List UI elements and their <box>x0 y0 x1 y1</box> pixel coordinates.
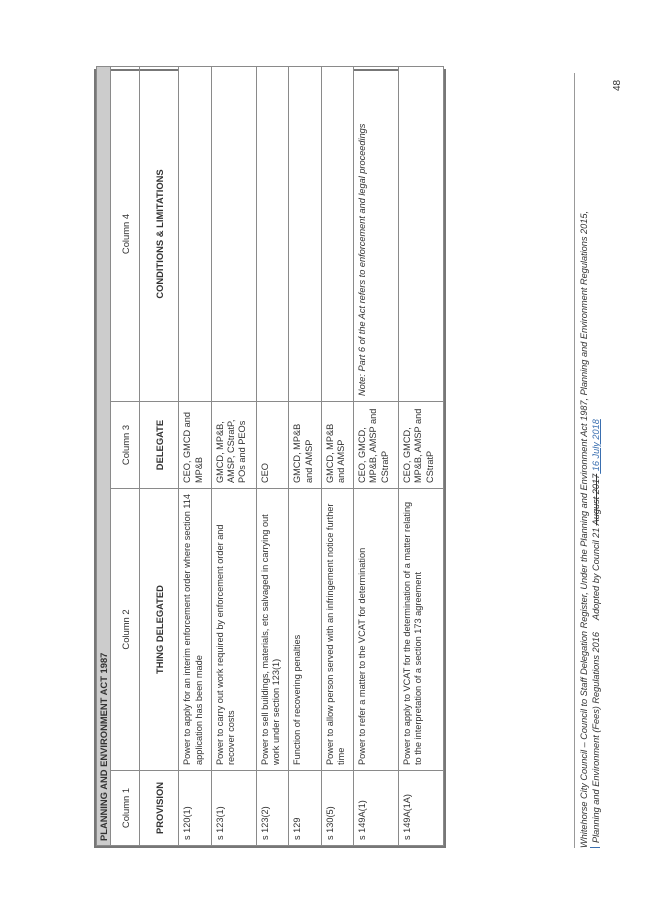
page-number: 48 <box>612 79 623 91</box>
delegate-cell: GMCD, MP&B, AMSP, CStratP, POs and PEOs <box>211 402 256 489</box>
provision-cell: s 149A(1A) <box>399 771 444 846</box>
column-1-number: Column 1 <box>111 771 140 846</box>
conditions-cell <box>211 66 256 401</box>
conditions-cell <box>289 66 321 401</box>
thing-delegated-cell: Power to refer a matter to the VCAT for determination <box>354 489 399 771</box>
conditions-note-cell: Note: Part 6 of the Act refers to enforcement and legal proceedings <box>354 66 399 401</box>
thing-delegated-cell: Power to allow person served with an infringement notice further time <box>321 489 353 771</box>
delegate-cell: GMCD, MP&B and AMSP <box>289 402 321 489</box>
table-row <box>354 66 399 845</box>
table-row <box>211 66 256 845</box>
table-row <box>256 66 288 845</box>
column-4-number: Column 4 <box>111 66 140 401</box>
provision-cell: s 120(1) <box>179 771 211 846</box>
thing-delegated-cell: Power to sell buildings, materials, etc salvaged in carrying out work under section 123(1) <box>256 489 288 771</box>
table-row <box>399 66 444 845</box>
act-title: PLANNING AND ENVIRONMENT ACT 1987 <box>97 66 111 845</box>
provision-cell: s 149A(1) <box>354 771 399 846</box>
footer-regulations: Planning and Environment (Fees) Regulations 2016 <box>591 632 602 843</box>
delegate-cell: CEO, GMCD, MP&B, AMSP and CStratP <box>354 402 399 489</box>
delegate-cell: CEO, GMCD, MP&B, AMSP and CStratP <box>399 402 444 489</box>
footer-divider <box>574 73 575 848</box>
conditions-cell <box>399 66 444 401</box>
column-2-number: Column 2 <box>111 489 140 771</box>
table-row <box>289 66 321 845</box>
conditions-cell <box>179 66 211 401</box>
provision-cell: s 123(1) <box>211 771 256 846</box>
provision-cell: s 130(5) <box>321 771 353 846</box>
conditions-heading: CONDITIONS & LIMITATIONS <box>140 66 179 401</box>
conditions-cell <box>256 66 288 401</box>
table-row <box>321 66 353 845</box>
footer-line-2 <box>590 68 602 848</box>
footer <box>579 68 602 848</box>
provision-cell: s 123(2) <box>256 771 288 846</box>
table-row <box>179 66 211 845</box>
delegate-cell: CEO <box>256 402 288 489</box>
thing-delegated-cell: Power to carry out work required by enforcement order and recover costs <box>211 489 256 771</box>
thing-delegated-heading: THING DELEGATED <box>140 489 179 771</box>
column-3-number: Column 3 <box>111 402 140 489</box>
adopted-deleted-date: August 2017 <box>591 473 602 526</box>
provision-cell: s 129 <box>289 771 321 846</box>
thing-delegated-cell: Function of recovering penalties <box>289 489 321 771</box>
delegation-table-frame <box>94 69 446 848</box>
change-bar-icon <box>590 847 600 848</box>
delegation-table <box>96 66 444 846</box>
delegate-cell: CEO, GMCD and MP&B <box>179 402 211 489</box>
adopted-prefix: Adopted by Council 21 <box>591 527 602 621</box>
conditions-cell <box>321 66 353 401</box>
provision-heading: PROVISION <box>140 771 179 846</box>
delegate-cell: GMCD, MP&B and AMSP <box>321 402 353 489</box>
thing-delegated-cell: Power to apply to VCAT for the determination of a matter relating to the interpretation of a section 173 agreement <box>399 489 444 771</box>
thing-delegated-cell: Power to apply for an interim enforcement order where section 114 application has been made <box>179 489 211 771</box>
footer-line-1: Whitehorse City Council – Council to Staff Delegation Register, Under the Planning and Environment Act 1987, Planning and Environment Regulations 2015, <box>579 210 589 848</box>
delegate-heading: DELEGATE <box>140 402 179 489</box>
adopted-inserted-date: 16 July 2018 <box>591 419 602 474</box>
